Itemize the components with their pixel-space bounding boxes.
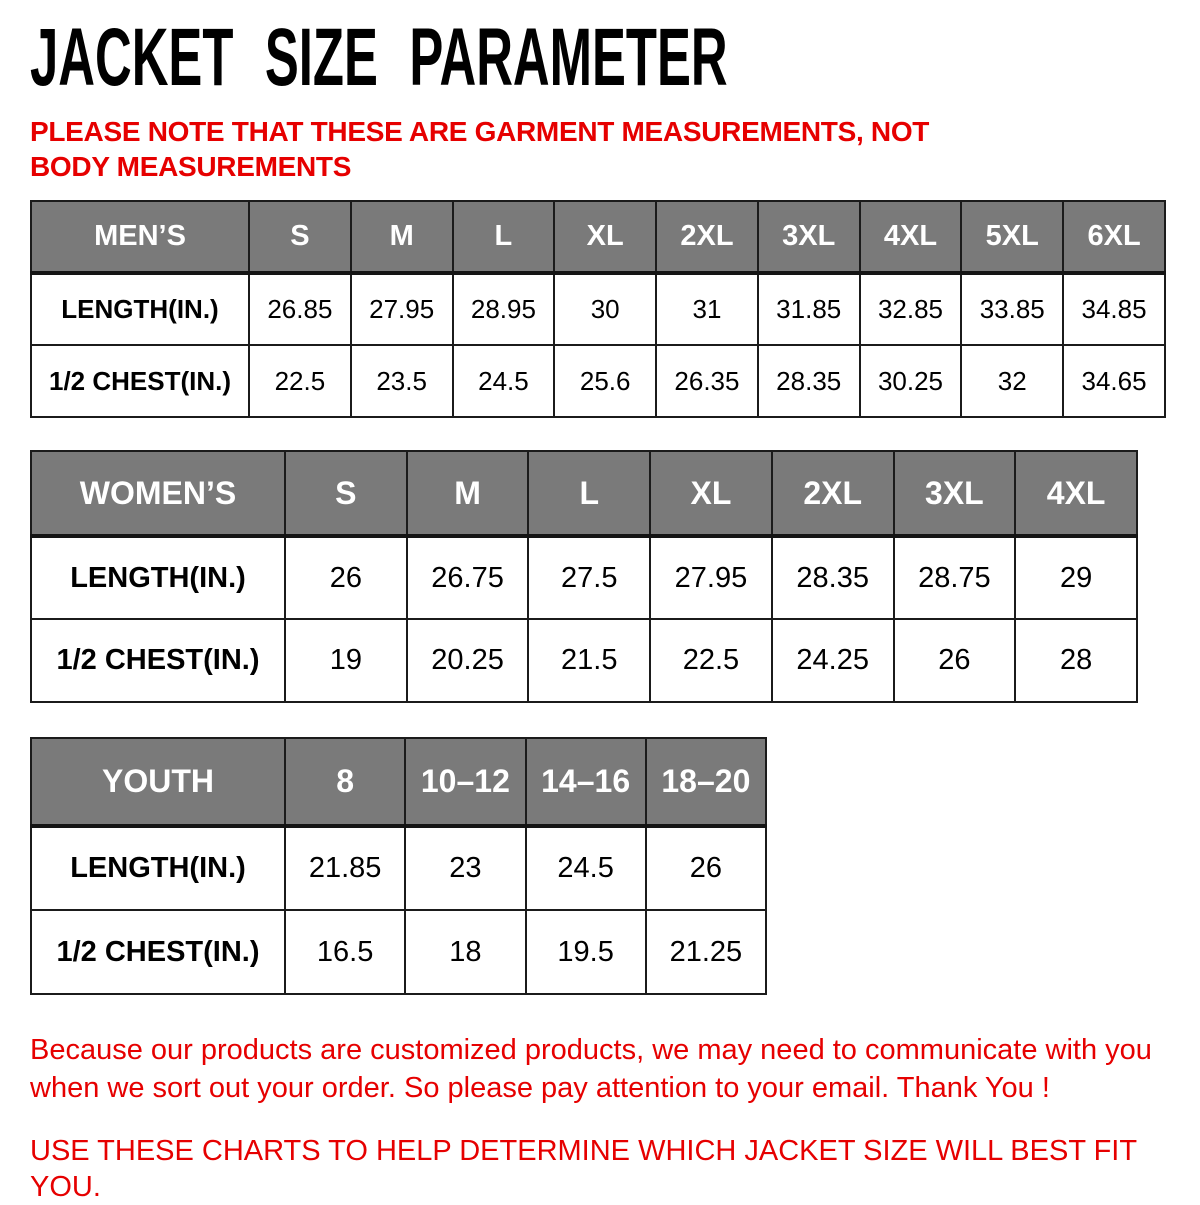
- womens-size-header: 2XL: [772, 451, 894, 536]
- womens-measurement-cell: 27.5: [528, 536, 650, 619]
- womens-measurement-cell: 26: [894, 619, 1016, 702]
- mens-row-label: 1/2 CHEST(IN.): [31, 345, 249, 417]
- mens-size-header: 3XL: [758, 201, 860, 273]
- mens-measurement-cell: 32: [961, 345, 1063, 417]
- mens-size-header: 6XL: [1063, 201, 1165, 273]
- womens-measurement-cell: 24.25: [772, 619, 894, 702]
- womens-measurement-cell: 28.35: [772, 536, 894, 619]
- womens-group-header: WOMEN’S: [31, 451, 285, 536]
- mens-measurement-cell: 34.65: [1063, 345, 1165, 417]
- mens-size-header: 4XL: [860, 201, 962, 273]
- mens-measurement-cell: 30.25: [860, 345, 962, 417]
- youth-measurement-cell: 16.5: [285, 910, 405, 994]
- chart-usage-advice: USE THESE CHARTS TO HELP DETERMINE WHICH JACKET SIZE WILL BEST FIT YOU.: [30, 1135, 1137, 1203]
- page-title: JACKET SIZE PARAMETER: [30, 12, 728, 103]
- womens-measurement-cell: 21.5: [528, 619, 650, 702]
- mens-measurement-cell: 33.85: [961, 273, 1063, 345]
- mens-size-header: 5XL: [961, 201, 1063, 273]
- mens-measurement-cell: 34.85: [1063, 273, 1165, 345]
- mens-measurement-cell: 32.85: [860, 273, 962, 345]
- womens-measurement-cell: 28.75: [894, 536, 1016, 619]
- youth-size-header: 18–20: [646, 738, 766, 826]
- mens-size-header: L: [453, 201, 555, 273]
- mens-measurement-cell: 22.5: [249, 345, 351, 417]
- mens-group-header: MEN’S: [31, 201, 249, 273]
- mens-size-header: M: [351, 201, 453, 273]
- youth-measurement-cell: 18: [405, 910, 525, 994]
- womens-measurement-cell: 19: [285, 619, 407, 702]
- womens-size-header: 4XL: [1015, 451, 1137, 536]
- womens-row-label: LENGTH(IN.): [31, 536, 285, 619]
- mens-size-header: S: [249, 201, 351, 273]
- mens-measurement-cell: 23.5: [351, 345, 453, 417]
- womens-measurement-cell: 27.95: [650, 536, 772, 619]
- womens-size-header: XL: [650, 451, 772, 536]
- womens-measurement-cell: 26: [285, 536, 407, 619]
- mens-size-header: XL: [554, 201, 656, 273]
- womens-measurement-cell: 29: [1015, 536, 1137, 619]
- womens-size-header: 3XL: [894, 451, 1016, 536]
- mens-measurement-cell: 31.85: [758, 273, 860, 345]
- mens-size-header: 2XL: [656, 201, 758, 273]
- youth-measurement-cell: 21.85: [285, 826, 405, 910]
- youth-size-header: 14–16: [526, 738, 646, 826]
- youth-measurement-cell: 19.5: [526, 910, 646, 994]
- mens-measurement-cell: 30: [554, 273, 656, 345]
- womens-measurement-cell: 22.5: [650, 619, 772, 702]
- mens-measurement-cell: 25.6: [554, 345, 656, 417]
- mens-measurement-cell: 31: [656, 273, 758, 345]
- youth-group-header: YOUTH: [31, 738, 285, 826]
- mens-size-table: [30, 200, 1166, 418]
- mens-measurement-cell: 26.35: [656, 345, 758, 417]
- youth-size-header: 10–12: [405, 738, 525, 826]
- youth-measurement-cell: 26: [646, 826, 766, 910]
- youth-size-header: 8: [285, 738, 405, 826]
- youth-row-label: 1/2 CHEST(IN.): [31, 910, 285, 994]
- womens-size-header: L: [528, 451, 650, 536]
- womens-measurement-cell: 26.75: [407, 536, 529, 619]
- mens-measurement-cell: 28.95: [453, 273, 555, 345]
- youth-measurement-cell: 21.25: [646, 910, 766, 994]
- womens-measurement-cell: 20.25: [407, 619, 529, 702]
- customization-notice: Because our products are customized products, we may need to communicate with you when we sort out your order. So please pay attention to your email. Thank You !: [30, 1034, 1152, 1104]
- mens-measurement-cell: 28.35: [758, 345, 860, 417]
- mens-measurement-cell: 26.85: [249, 273, 351, 345]
- youth-measurement-cell: 23: [405, 826, 525, 910]
- womens-measurement-cell: 28: [1015, 619, 1137, 702]
- womens-size-table: [30, 450, 1138, 703]
- youth-size-table: [30, 737, 767, 995]
- womens-size-header: S: [285, 451, 407, 536]
- mens-measurement-cell: 27.95: [351, 273, 453, 345]
- womens-size-header: M: [407, 451, 529, 536]
- womens-row-label: 1/2 CHEST(IN.): [31, 619, 285, 702]
- youth-row-label: LENGTH(IN.): [31, 826, 285, 910]
- youth-measurement-cell: 24.5: [526, 826, 646, 910]
- mens-row-label: LENGTH(IN.): [31, 273, 249, 345]
- mens-measurement-cell: 24.5: [453, 345, 555, 417]
- garment-measurement-note: PLEASE NOTE THAT THESE ARE GARMENT MEASUREMENTS, NOT BODY MEASUREMENTS: [30, 116, 930, 182]
